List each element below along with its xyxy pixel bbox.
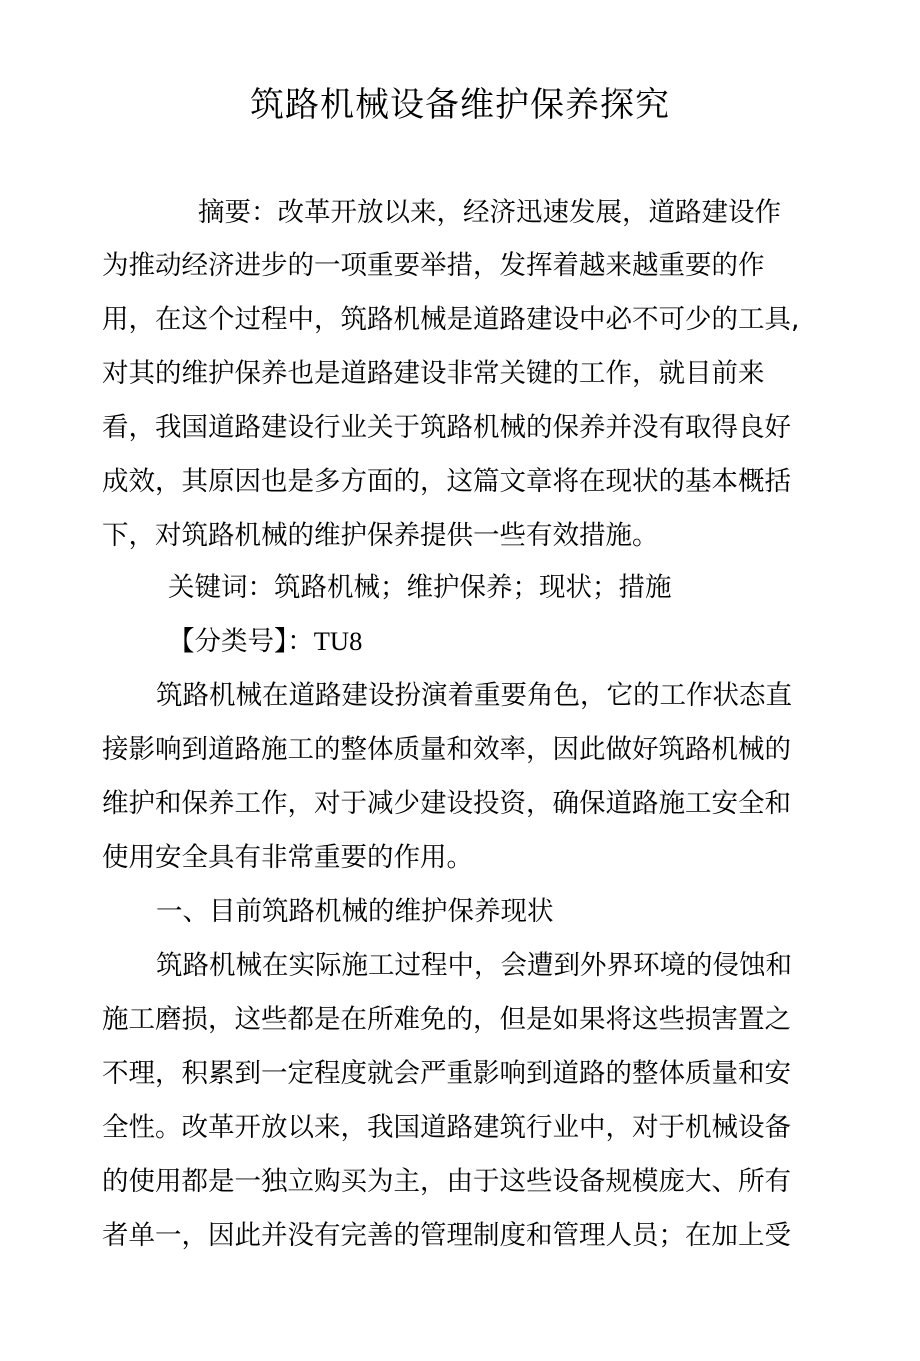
abstract-line: 摘要：改革开放以来，经济迅速发展，道路建设作 <box>198 197 781 228</box>
body-line: 的使用都是一独立购买为主，由于这些设备规模庞大、所有 <box>102 1166 791 1197</box>
abstract-line: 对其的维护保养也是道路建设非常关键的工作，就目前来 <box>102 358 765 389</box>
abstract-line: 为推动经济进步的一项重要举措，发挥着越来越重要的作 <box>102 250 765 281</box>
abstract-line: 成效，其原因也是多方面的，这篇文章将在现状的基本概括 <box>102 466 791 497</box>
classification-value: TU8 <box>313 626 363 656</box>
classification-line <box>168 621 868 662</box>
body-line: 筑路机械在实际施工过程中，会遭到外界环境的侵蚀和 <box>156 950 792 981</box>
classification-label: 【分类号】： <box>168 626 314 657</box>
body-line: 维护和保养工作，对于减少建设投资，确保道路施工安全和 <box>102 788 791 819</box>
body-line: 接影响到道路施工的整体质量和效率，因此做好筑路机械的 <box>102 734 791 765</box>
abstract-line: 下，对筑路机械的维护保养提供一些有效措施。 <box>102 520 659 551</box>
keywords-line: 关键词：筑路机械；维护保养；现状；措施 <box>168 572 672 603</box>
body-line: 不理，积累到一定程度就会严重影响到道路的整体质量和安 <box>102 1058 791 1089</box>
abstract-line: 看，我国道路建设行业关于筑路机械的保养并没有取得良好 <box>102 412 791 443</box>
abstract-line: 用，在这个过程中，筑路机械是道路建设中必不可少的工具, <box>102 304 800 335</box>
section-heading: 一、目前筑路机械的维护保养现状 <box>156 896 554 927</box>
document-title: 筑路机械设备维护保养探究 <box>250 85 670 125</box>
body-line: 使用安全具有非常重要的作用。 <box>102 842 473 873</box>
body-line: 施工磨损，这些都是在所难免的，但是如果将这些损害置之 <box>102 1004 791 1035</box>
body-line: 全性。改革开放以来，我国道路建筑行业中，对于机械设备 <box>102 1112 791 1143</box>
body-line: 筑路机械在道路建设扮演着重要角色，它的工作状态直 <box>156 680 792 711</box>
body-line: 者单一，因此并没有完善的管理制度和管理人员；在加上受 <box>102 1220 791 1251</box>
